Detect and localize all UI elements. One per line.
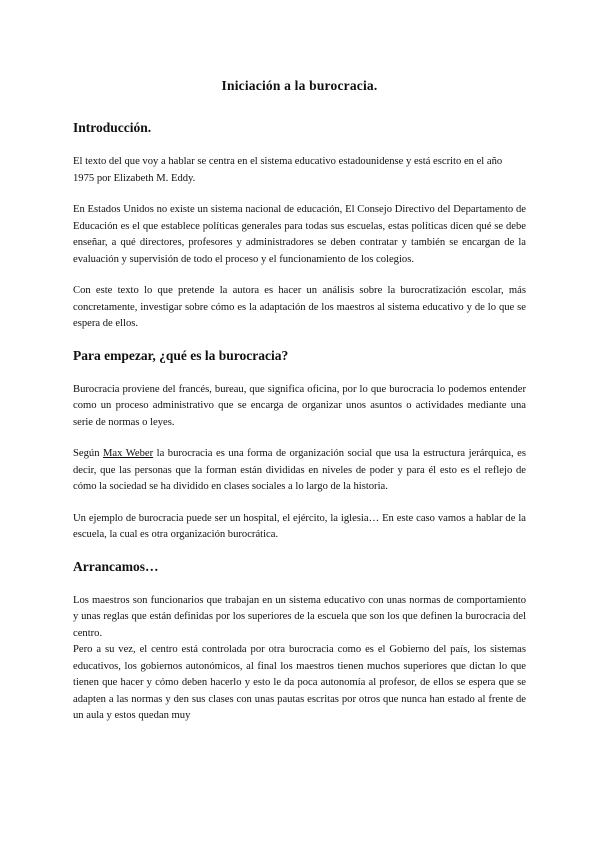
paragraph: Un ejemplo de burocracia puede ser un hospital, el ejército, la iglesia… En este caso vamos a hablar de la escuela, la cual es otra organización burocrática. xyxy=(73,512,526,540)
max-weber-link[interactable]: Max Weber xyxy=(103,448,154,459)
paragraph: El texto del que voy a hablar se centra en el sistema educativo estadounidense y está escrito en el año 1975 por Elizabeth M. Eddy. xyxy=(73,156,503,184)
heading-arrancamos: Arrancamos… xyxy=(73,558,159,574)
paragraph-max-weber xyxy=(73,446,526,496)
document-title: Iniciación a la burocracia. xyxy=(221,78,378,93)
paragraph: En Estados Unidos no existe un sistema nacional de educación, El Consejo Directivo del Departamento de Educación es el que establece políticas generales para todas sus escuelas, estas políticas dicen qué se debe enseñar, a qué directores, profesores y administradores se deben contratar y también se encargan de la evaluación y supervisión de todo el proceso y el funcionamiento de los colegios. xyxy=(73,204,526,265)
text-span: la burocracia es una forma de organización social que usa la estructura jerárquica, es decir, que las personas que la forman están divididas en niveles de poder y para él esto es el reflejo de cómo la sociedad se ha dividido en clases sociales a lo largo de la historia. xyxy=(73,448,526,492)
paragraph: Con este texto lo que pretende la autora es hacer un análisis sobre la burocratización escolar, más concretamente, investigar sobre cómo es la adaptación de los maestros al sistema educativo y de lo que se espera de ellos. xyxy=(73,285,526,329)
text-span: Según xyxy=(73,448,103,459)
document-body xyxy=(73,78,526,725)
paragraph: Pero a su vez, el centro está controlada por otra burocracia como es el Gobierno del país, los sistemas educativos, los gobiernos autonómicos, al final los maestros tienen muchos superiores que dictan lo que tienen que hacer y cómo deben hacerlo y esto le da poca autonomía al profesor, de ellos se espera que se adapten a las normas y den sus clases con unas pautas escritas por otros que nunca han estado al frente de un aula y estos quedan muy xyxy=(73,644,526,721)
paragraph: Los maestros son funcionarios que trabajan en un sistema educativo con unas normas de comportamiento y unas reglas que están definidas por los superiores de la escuela que son los que definen la burocracia del centro. xyxy=(73,594,526,639)
heading-introduccion: Introducción. xyxy=(73,120,152,135)
paragraph: Burocracia proviene del francés, bureau, que significa oficina, por lo que burocracia lo podemos entender como un proceso administrativo que se encarga de organizar unos asuntos o actividades mediante una serie de normas o leyes. xyxy=(73,383,526,428)
heading-que-es-burocracia: Para empezar, ¿qué es la burocracia? xyxy=(73,347,289,363)
